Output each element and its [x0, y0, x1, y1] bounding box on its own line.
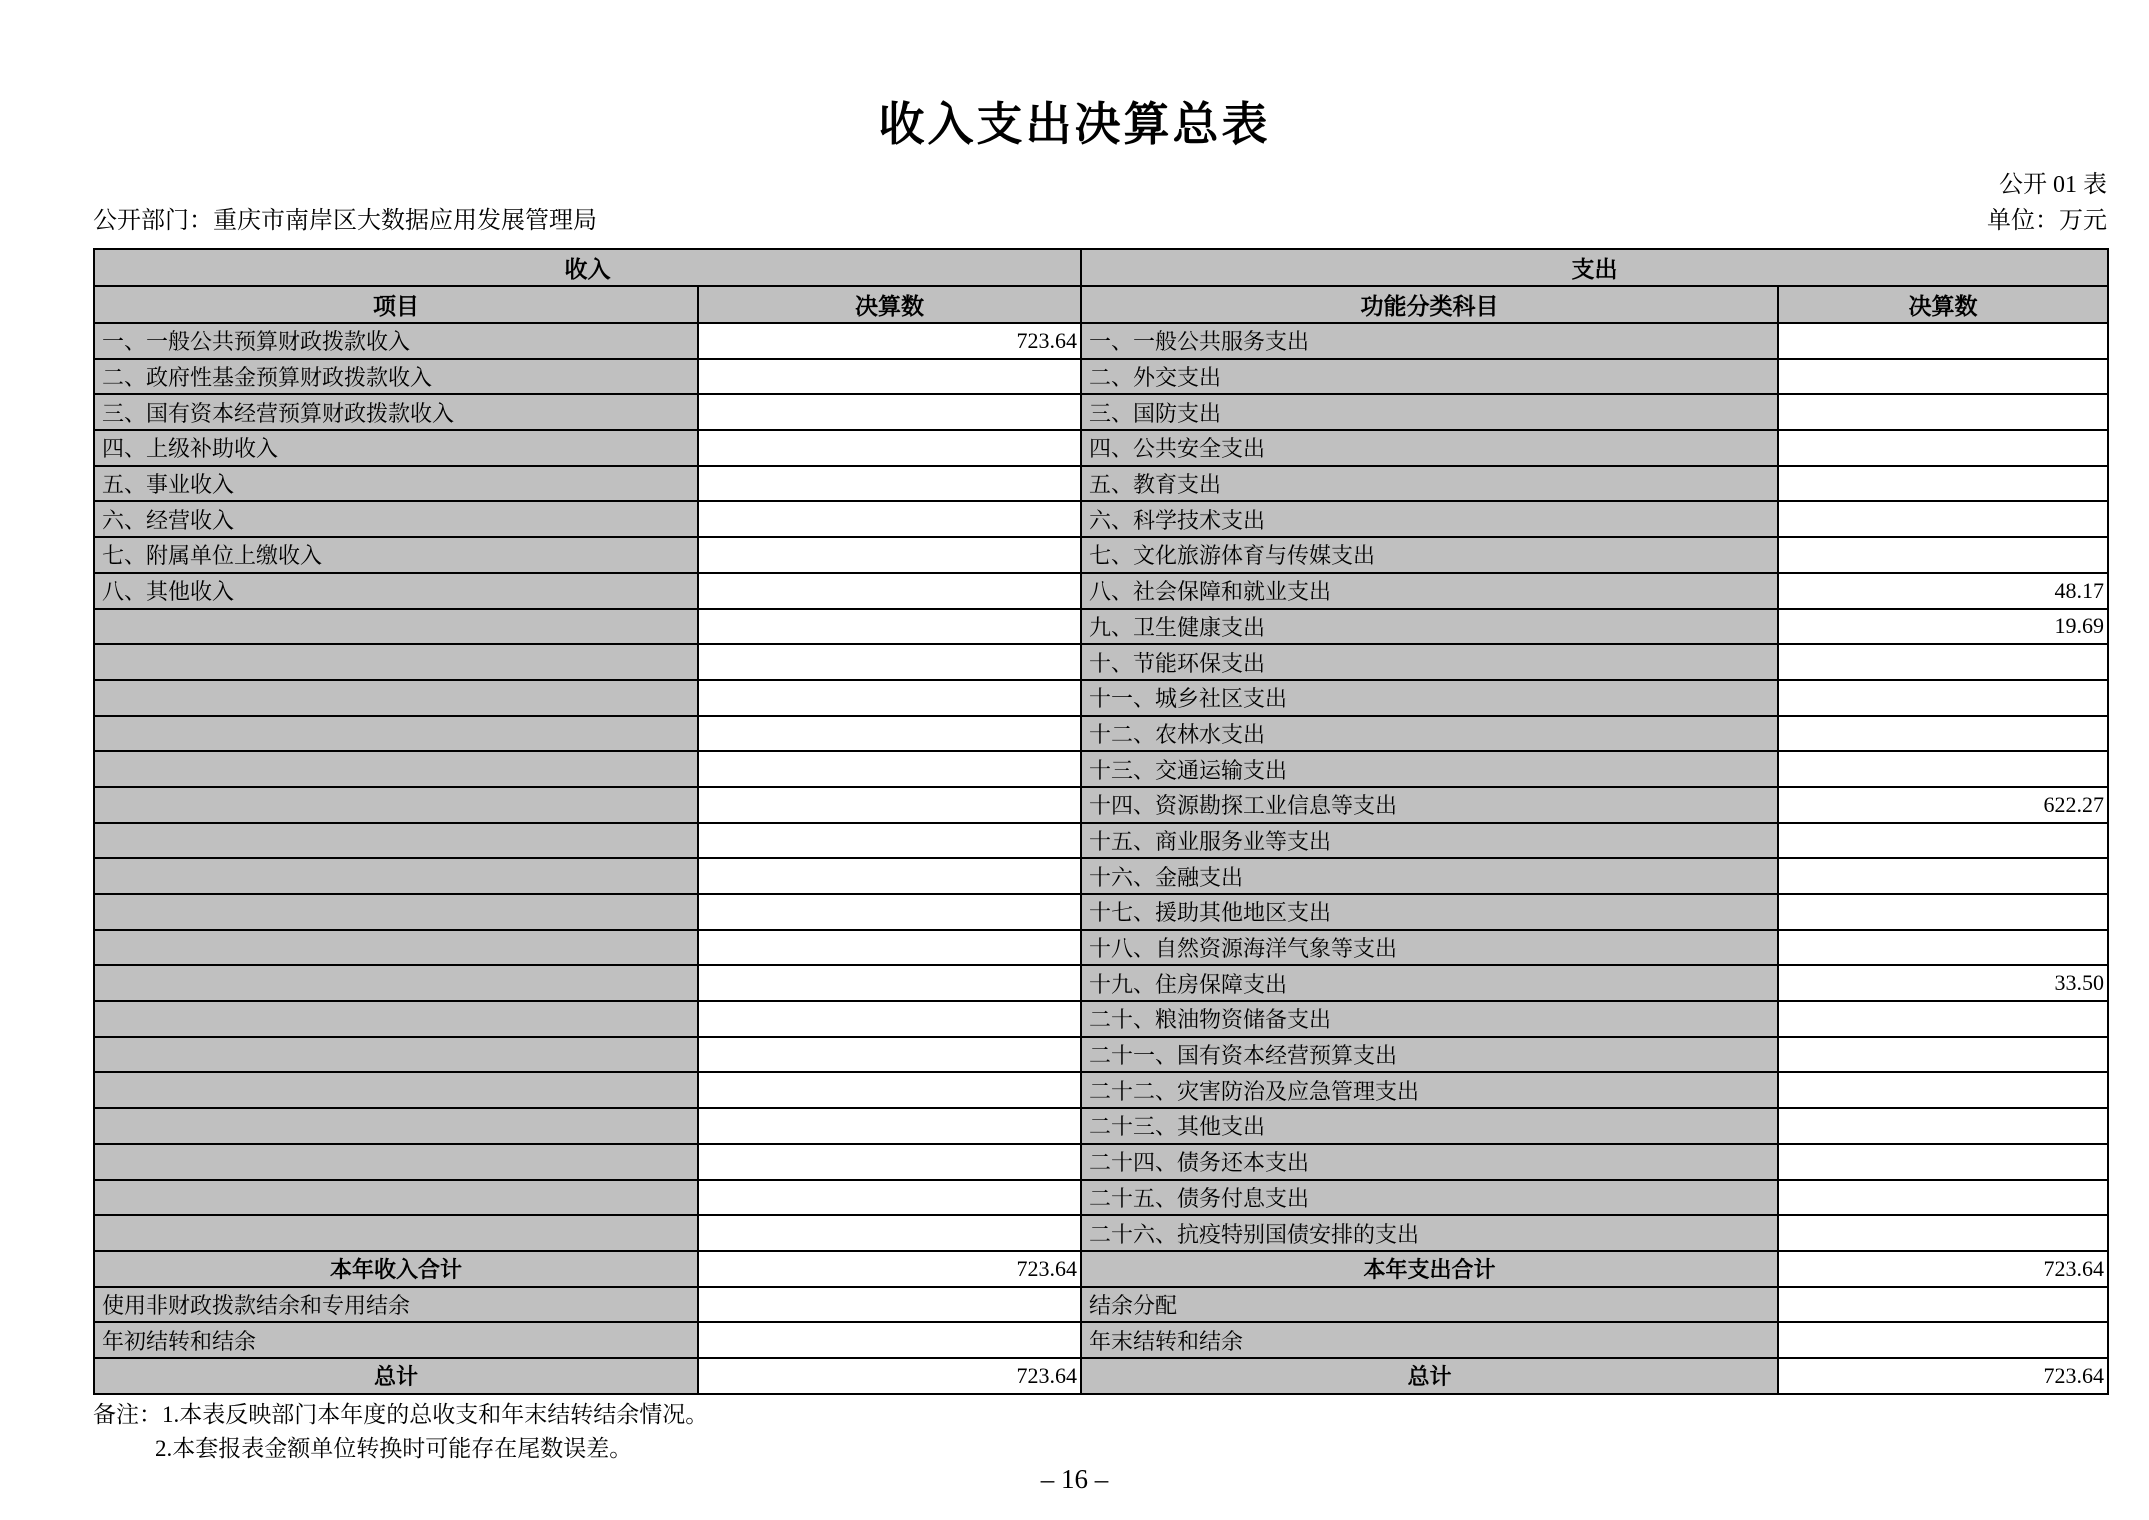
amount-cell — [1778, 394, 2108, 430]
amount-cell — [698, 858, 1081, 894]
amount-cell — [698, 537, 1081, 573]
amount-cell — [1778, 1001, 2108, 1037]
amount-cell — [698, 1108, 1081, 1144]
item-cell: 六、经营收入 — [94, 501, 698, 537]
amount-cell — [698, 787, 1081, 823]
amount-cell — [698, 930, 1081, 966]
amount-cell: 33.50 — [1778, 965, 2108, 1001]
table-row — [94, 930, 2108, 966]
table-row — [94, 573, 2108, 609]
amount-cell — [698, 965, 1081, 1001]
amount-cell: 723.64 — [698, 323, 1081, 359]
table-row — [94, 680, 2108, 716]
section-header-row — [94, 249, 2108, 286]
item-cell: 二十、粮油物资储备支出 — [1081, 1001, 1778, 1037]
item-cell — [94, 930, 698, 966]
item-cell: 二十三、其他支出 — [1081, 1108, 1778, 1144]
amount-cell — [1778, 858, 2108, 894]
item-cell: 十三、交通运输支出 — [1081, 751, 1778, 787]
item-cell: 十、节能环保支出 — [1081, 644, 1778, 680]
item-cell: 总计 — [1081, 1358, 1778, 1394]
amount-cell — [698, 394, 1081, 430]
amount-cell: 723.64 — [1778, 1358, 2108, 1394]
table-row — [94, 1287, 2108, 1323]
table-row — [94, 858, 2108, 894]
item-cell: 二十二、灾害防治及应急管理支出 — [1081, 1072, 1778, 1108]
table-row — [94, 823, 2108, 859]
amount-cell — [1778, 537, 2108, 573]
amount-cell — [698, 823, 1081, 859]
table-row — [94, 894, 2108, 930]
item-cell — [94, 787, 698, 823]
amount-cell: 723.64 — [1778, 1251, 2108, 1287]
amount-cell — [698, 751, 1081, 787]
amount-cell: 622.27 — [1778, 787, 2108, 823]
amount-cell — [1778, 359, 2108, 395]
item-cell — [94, 858, 698, 894]
amount-cell — [1778, 466, 2108, 502]
meta-row — [93, 200, 2107, 235]
table-row — [94, 1108, 2108, 1144]
item-cell: 三、国有资本经营预算财政拨款收入 — [94, 394, 698, 430]
amount-cell — [698, 894, 1081, 930]
amount-cell — [1778, 1144, 2108, 1180]
item-cell: 五、事业收入 — [94, 466, 698, 502]
item-cell: 本年收入合计 — [94, 1251, 698, 1287]
amount-cell — [698, 1180, 1081, 1216]
item-cell: 七、文化旅游体育与传媒支出 — [1081, 537, 1778, 573]
amount-cell — [1778, 501, 2108, 537]
item-cell — [94, 716, 698, 752]
item-cell: 一、一般公共预算财政拨款收入 — [94, 323, 698, 359]
item-cell: 二、政府性基金预算财政拨款收入 — [94, 359, 698, 395]
amount-cell — [698, 359, 1081, 395]
item-cell: 十八、自然资源海洋气象等支出 — [1081, 930, 1778, 966]
table-row — [94, 787, 2108, 823]
item-cell: 八、社会保障和就业支出 — [1081, 573, 1778, 609]
amount-cell — [698, 1287, 1081, 1323]
revenue-section-header: 收入 — [94, 249, 1081, 286]
item-cell — [94, 965, 698, 1001]
column-header-1: 决算数 — [698, 286, 1081, 323]
amount-cell: 723.64 — [698, 1251, 1081, 1287]
amount-cell — [698, 573, 1081, 609]
item-cell: 结余分配 — [1081, 1287, 1778, 1323]
item-cell: 二十六、抗疫特别国债安排的支出 — [1081, 1215, 1778, 1251]
item-cell: 二十四、债务还本支出 — [1081, 1144, 1778, 1180]
item-cell — [94, 680, 698, 716]
item-cell: 六、科学技术支出 — [1081, 501, 1778, 537]
page-number: – 16 – — [1040, 1464, 1109, 1494]
item-cell — [94, 1001, 698, 1037]
item-cell: 十七、援助其他地区支出 — [1081, 894, 1778, 930]
amount-cell — [698, 1144, 1081, 1180]
table-row — [94, 323, 2108, 359]
item-cell — [94, 894, 698, 930]
amount-cell — [698, 501, 1081, 537]
item-cell — [94, 1037, 698, 1073]
expenditure-section-header: 支出 — [1081, 249, 2108, 286]
amount-cell — [698, 1215, 1081, 1251]
amount-cell — [698, 680, 1081, 716]
amount-cell — [698, 466, 1081, 502]
item-cell: 二十五、债务付息支出 — [1081, 1180, 1778, 1216]
amount-cell — [1778, 716, 2108, 752]
table-row — [94, 965, 2108, 1001]
item-cell: 九、卫生健康支出 — [1081, 609, 1778, 645]
revenue-expenditure-table — [93, 248, 2109, 1395]
table-row — [94, 609, 2108, 645]
amount-cell — [698, 430, 1081, 466]
table-row — [94, 1358, 2108, 1394]
amount-cell — [1778, 644, 2108, 680]
item-cell — [94, 1072, 698, 1108]
amount-cell — [1778, 1072, 2108, 1108]
item-cell: 使用非财政拨款结余和专用结余 — [94, 1287, 698, 1323]
amount-cell — [1778, 1037, 2108, 1073]
amount-cell — [1778, 1322, 2108, 1358]
item-cell — [94, 644, 698, 680]
item-cell: 二十一、国有资本经营预算支出 — [1081, 1037, 1778, 1073]
table-code-label: 公开 01 表 — [1999, 172, 2107, 198]
table-row — [94, 1037, 2108, 1073]
amount-cell: 723.64 — [698, 1358, 1081, 1394]
item-cell: 三、国防支出 — [1081, 394, 1778, 430]
item-cell — [94, 1144, 698, 1180]
table-row — [94, 1180, 2108, 1216]
table-row — [94, 644, 2108, 680]
amount-cell — [698, 609, 1081, 645]
amount-cell — [1778, 323, 2108, 359]
item-cell: 二、外交支出 — [1081, 359, 1778, 395]
item-cell — [94, 609, 698, 645]
item-cell: 年末结转和结余 — [1081, 1322, 1778, 1358]
amount-cell — [1778, 1108, 2108, 1144]
item-cell: 七、附属单位上缴收入 — [94, 537, 698, 573]
amount-cell — [1778, 430, 2108, 466]
column-header-3: 决算数 — [1778, 286, 2108, 323]
page-title: 收入支出决算总表 — [878, 99, 1271, 150]
item-cell: 四、公共安全支出 — [1081, 430, 1778, 466]
table-row — [94, 1144, 2108, 1180]
item-cell: 十九、住房保障支出 — [1081, 965, 1778, 1001]
amount-cell — [1778, 1215, 2108, 1251]
item-cell — [94, 751, 698, 787]
table-row — [94, 1322, 2108, 1358]
item-cell: 一、一般公共服务支出 — [1081, 323, 1778, 359]
amount-cell — [698, 1072, 1081, 1108]
item-cell: 总计 — [94, 1358, 698, 1394]
column-header-2: 功能分类科目 — [1081, 286, 1778, 323]
item-cell: 十一、城乡社区支出 — [1081, 680, 1778, 716]
table-row — [94, 359, 2108, 395]
item-cell — [94, 823, 698, 859]
item-cell: 十四、资源勘探工业信息等支出 — [1081, 787, 1778, 823]
table-row — [94, 1072, 2108, 1108]
unit-label: 单位：万元 — [1987, 208, 2107, 234]
table-row — [94, 1215, 2108, 1251]
amount-cell — [1778, 894, 2108, 930]
table-row — [94, 1001, 2108, 1037]
amount-cell — [698, 644, 1081, 680]
department-label: 公开部门：重庆市南岸区大数据应用发展管理局 — [93, 208, 597, 234]
column-header-0: 项目 — [94, 286, 698, 323]
item-cell — [94, 1108, 698, 1144]
amount-cell — [1778, 680, 2108, 716]
amount-cell — [1778, 930, 2108, 966]
item-cell — [94, 1215, 698, 1251]
table-row — [94, 751, 2108, 787]
item-cell: 十六、金融支出 — [1081, 858, 1778, 894]
amount-cell — [1778, 751, 2108, 787]
amount-cell — [1778, 1180, 2108, 1216]
footnote-line-2: 2.本套报表金额单位转换时可能存在尾数误差。 — [155, 1436, 633, 1461]
item-cell: 十二、农林水支出 — [1081, 716, 1778, 752]
table-row — [94, 394, 2108, 430]
amount-cell — [698, 716, 1081, 752]
table-row — [94, 716, 2108, 752]
amount-cell: 48.17 — [1778, 573, 2108, 609]
amount-cell — [698, 1037, 1081, 1073]
table-row — [94, 501, 2108, 537]
amount-cell — [1778, 1287, 2108, 1323]
table-row — [94, 1251, 2108, 1287]
column-header-row — [94, 286, 2108, 323]
amount-cell — [1778, 823, 2108, 859]
amount-cell — [698, 1001, 1081, 1037]
item-cell — [94, 1180, 698, 1216]
table-row — [94, 537, 2108, 573]
item-cell: 年初结转和结余 — [94, 1322, 698, 1358]
footnotes — [93, 1398, 708, 1466]
amount-cell — [698, 1322, 1081, 1358]
item-cell: 四、上级补助收入 — [94, 430, 698, 466]
table-row — [94, 466, 2108, 502]
item-cell: 本年支出合计 — [1081, 1251, 1778, 1287]
item-cell: 八、其他收入 — [94, 573, 698, 609]
item-cell: 十五、商业服务业等支出 — [1081, 823, 1778, 859]
item-cell: 五、教育支出 — [1081, 466, 1778, 502]
amount-cell: 19.69 — [1778, 609, 2108, 645]
footnote-line-1: 备注：1.本表反映部门本年度的总收支和年末结转结余情况。 — [93, 1402, 709, 1427]
table-row — [94, 430, 2108, 466]
